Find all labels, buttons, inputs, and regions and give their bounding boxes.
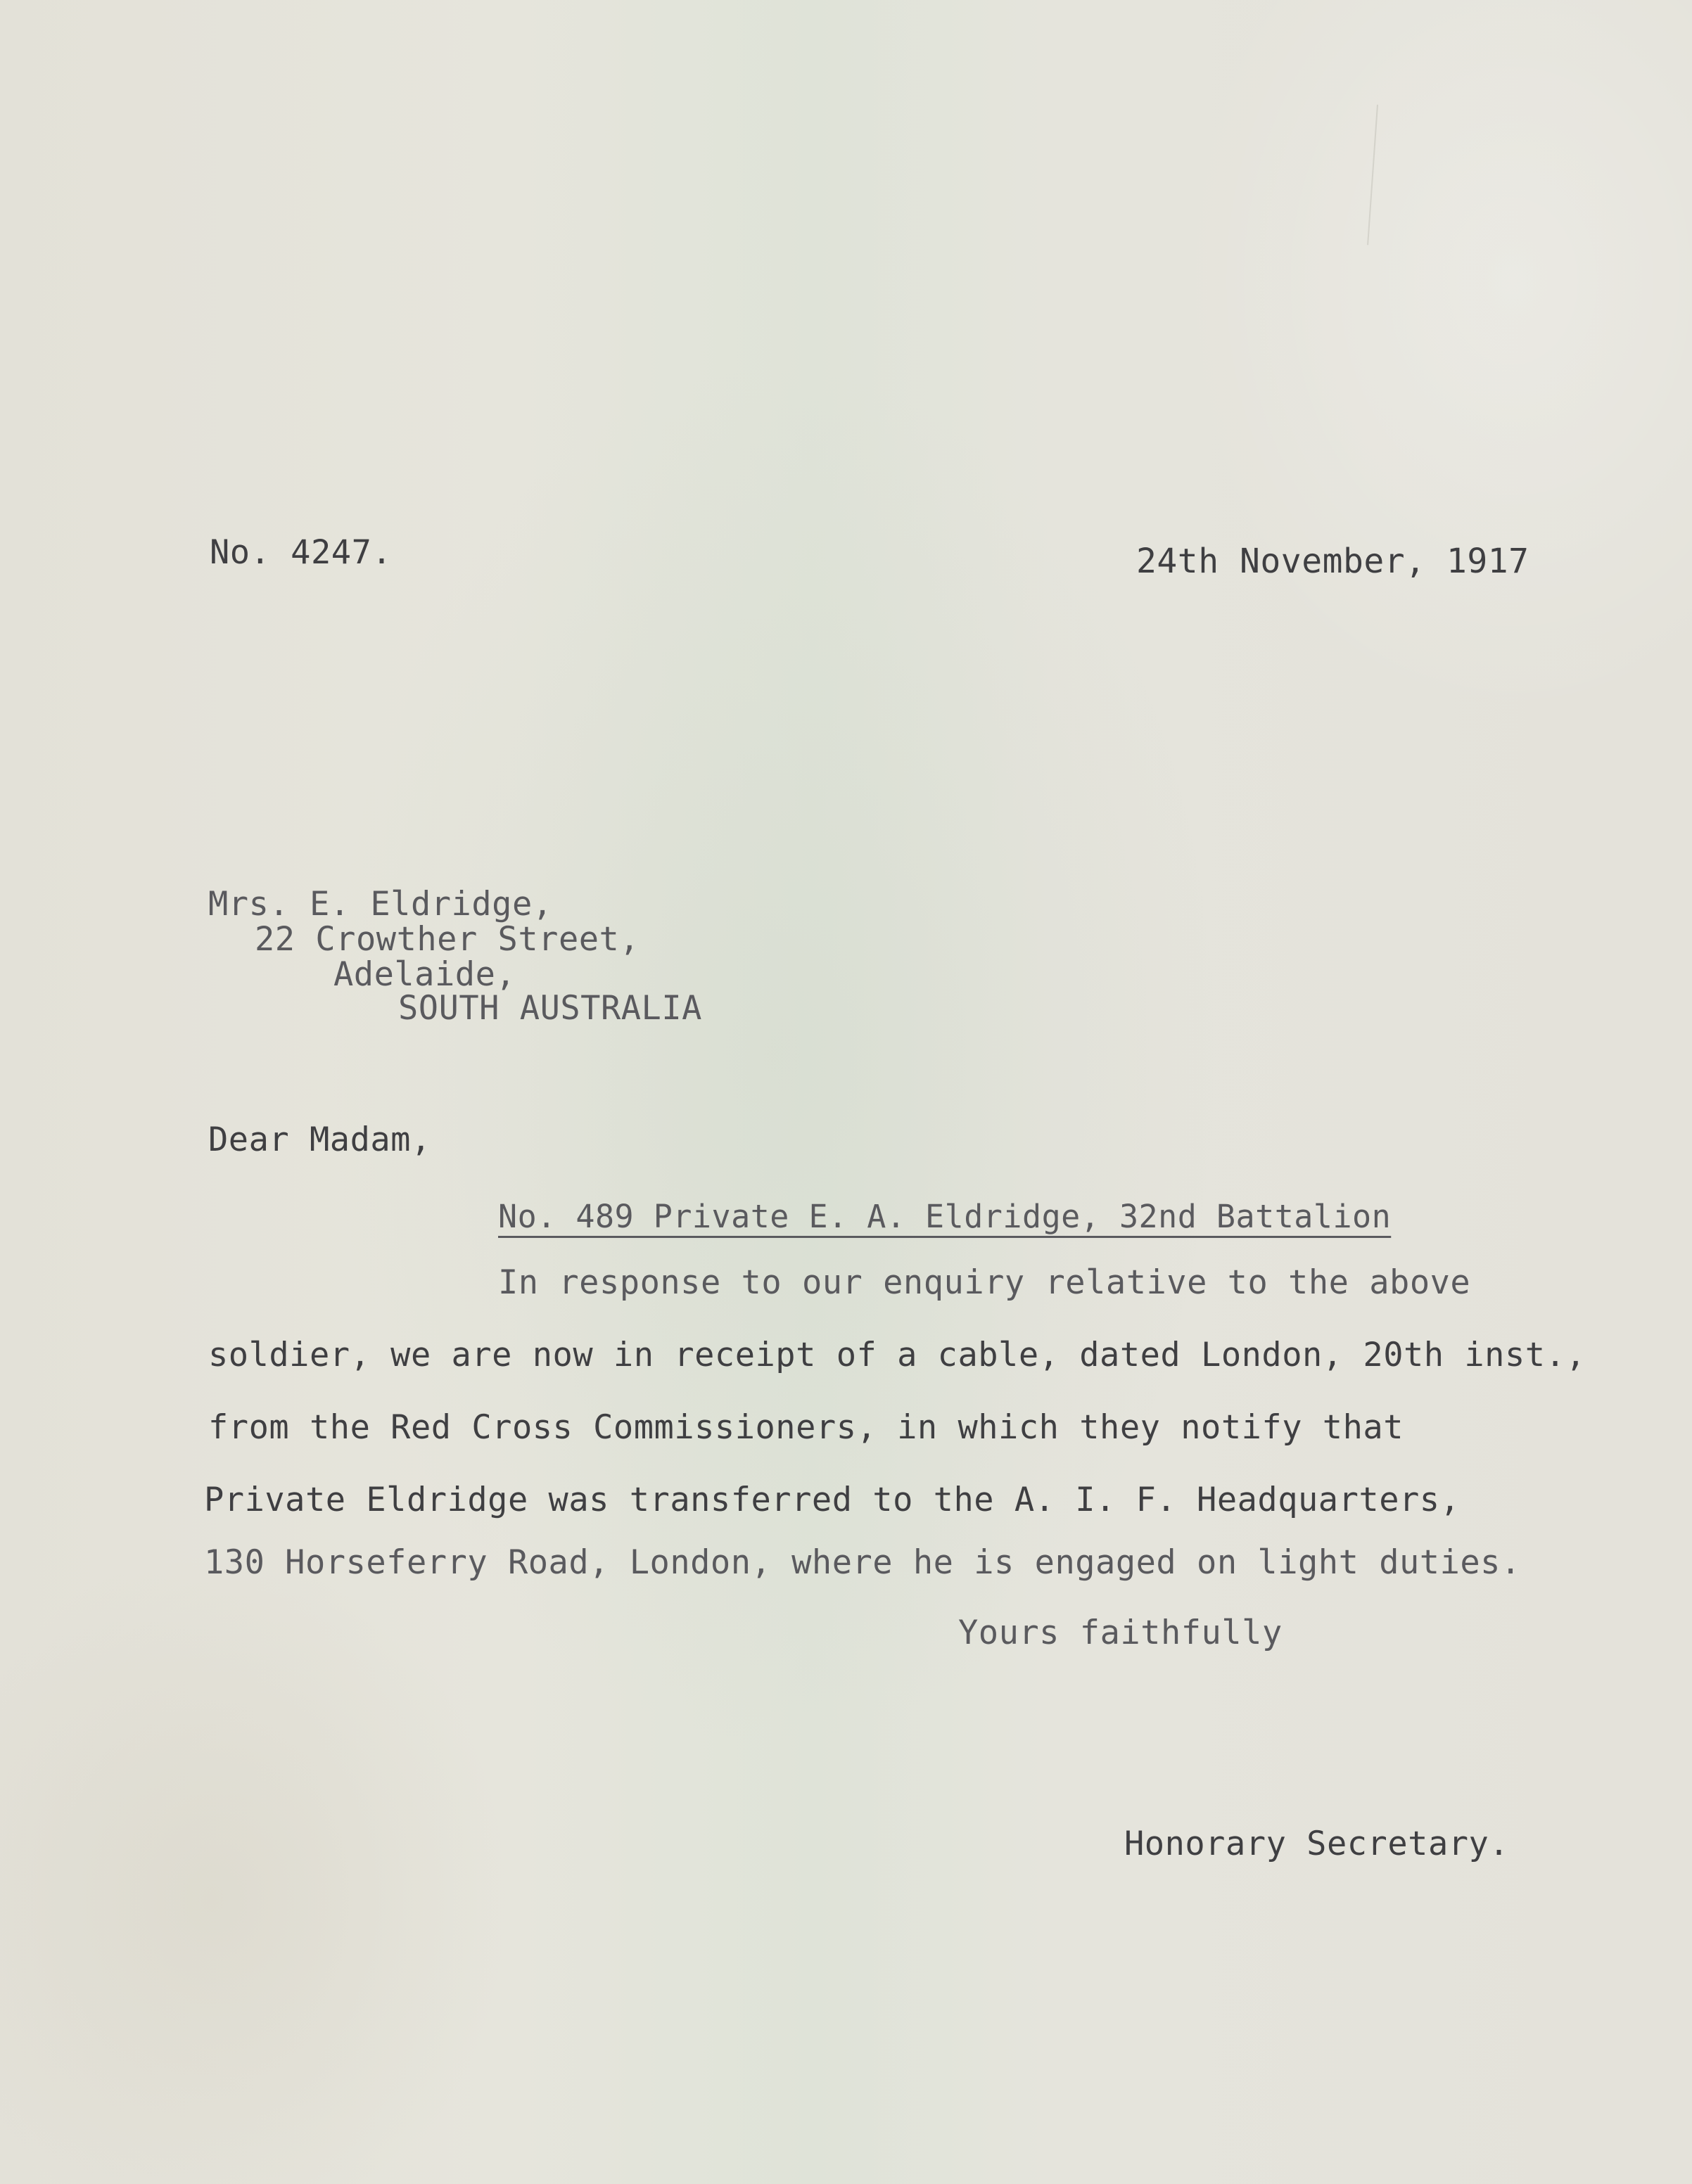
body-line-3: from the Red Cross Commissioners, in which they notify that [208, 1408, 1404, 1447]
salutation: Dear Madam, [208, 1120, 431, 1159]
recipient-street: 22 Crowther Street, [255, 920, 640, 959]
letter-date: 24th November, 1917 [1136, 542, 1529, 581]
recipient-name: Mrs. E. Eldridge, [208, 885, 553, 924]
body-line-5: 130 Horseferry Road, London, where he is engaged on light duties. [204, 1543, 1521, 1582]
paper-crease [1367, 105, 1406, 247]
recipient-city: Adelaide, [333, 955, 516, 994]
closing: Yours faithfully [958, 1614, 1283, 1652]
body-line-1: In response to our enquiry relative to the above [498, 1263, 1471, 1302]
recipient-state: SOUTH AUSTRALIA [398, 989, 702, 1028]
subject-line: No. 489 Private E. A. Eldridge, 32nd Battalion [498, 1198, 1392, 1235]
reference-number: No. 4247. [210, 533, 393, 572]
body-line-2: soldier, we are now in receipt of a cable, dated London, 20th inst., [208, 1336, 1586, 1374]
signature-title: Honorary Secretary. [1124, 1825, 1510, 1863]
body-line-4: Private Eldridge was transferred to the A. I. F. Headquarters, [204, 1481, 1461, 1519]
